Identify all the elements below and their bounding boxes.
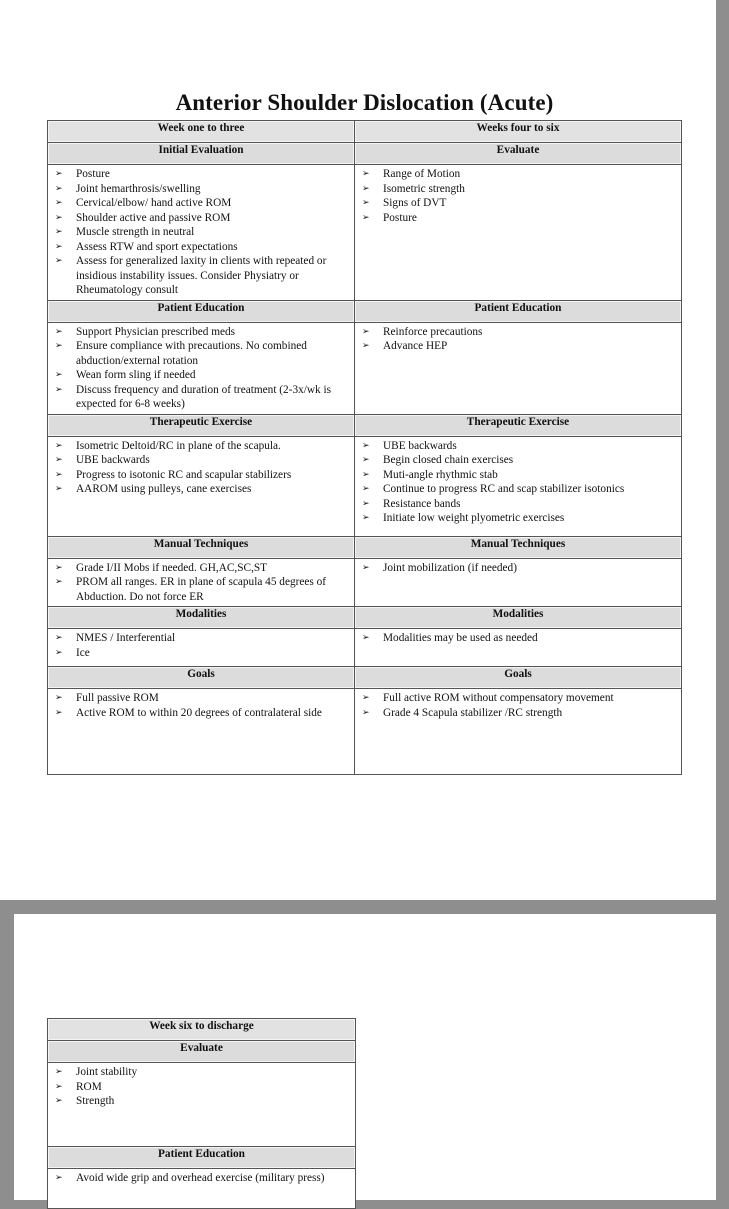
modalities-left-cell	[48, 629, 355, 667]
section-heading-initial-evaluation: Initial Evaluation	[48, 143, 355, 165]
section-header-row	[48, 414, 682, 436]
section-header-row	[48, 607, 682, 629]
evaluate-cell	[355, 165, 682, 301]
list-item: ➢ Signs of DVT	[383, 196, 677, 211]
list-item: ➢ Cervical/elbow/ hand active ROM	[76, 196, 350, 211]
list-item: ➢ Assess RTW and sport expectations	[76, 240, 350, 255]
week-header-row	[48, 1019, 356, 1041]
list-item: ➢ Continue to progress RC and scap stabilizer isotonics	[383, 482, 677, 497]
list-item: ➢ Muscle strength in neutral	[76, 225, 350, 240]
list-item: ➢ NMES / Interferential	[76, 631, 350, 646]
manual-techniques-right-cell	[355, 558, 682, 607]
section-header-row	[48, 143, 682, 165]
section-header-row	[48, 1147, 356, 1169]
list-item: ➢ Initiate low weight plyometric exercises	[383, 511, 677, 526]
patient-education-discharge-cell	[48, 1169, 356, 1209]
list-item: ➢ Muti-angle rhythmic stab	[383, 468, 677, 483]
modalities-right-list	[355, 629, 681, 648]
list-item: ➢ Posture	[76, 167, 350, 182]
list-item: ➢ Discuss frequency and duration of treatment (2-3x/wk is expected for 6-8 weeks)	[76, 383, 350, 412]
column-header-weeks-four-to-six: Weeks four to six	[355, 121, 682, 143]
section-heading-patient-education-right: Patient Education	[355, 300, 682, 322]
list-item: ➢ Modalities may be used as needed	[383, 631, 677, 646]
section-heading-modalities-right: Modalities	[355, 607, 682, 629]
section-heading-manual-techniques-left: Manual Techniques	[48, 536, 355, 558]
list-item: ➢ Joint hemarthrosis/swelling	[76, 182, 350, 197]
list-item: ➢ Full active ROM without compensatory movement	[383, 691, 677, 706]
modalities-left-list	[48, 629, 354, 662]
list-item: ➢ Posture	[383, 211, 677, 226]
list-item: ➢ Strength	[76, 1094, 351, 1109]
evaluate-discharge-list	[48, 1063, 355, 1111]
list-item: ➢ Ensure compliance with precautions. No combined abduction/external rotation	[76, 339, 350, 368]
section-heading-patient-education-left: Patient Education	[48, 300, 355, 322]
list-item: ➢ Active ROM to within 20 degrees of contralateral side	[76, 706, 350, 721]
patient-education-discharge-list	[48, 1169, 355, 1188]
column-header-week-six-to-discharge: Week six to discharge	[48, 1019, 356, 1041]
list-item: ➢ Avoid wide grip and overhead exercise (military press)	[76, 1171, 351, 1186]
initial-evaluation-list	[48, 165, 354, 300]
list-item: ➢ AAROM using pulleys, cane exercises	[76, 482, 350, 497]
list-item: ➢ Wean form sling if needed	[76, 368, 350, 383]
document-title: Anterior Shoulder Dislocation (Acute)	[175, 90, 554, 115]
therapeutic-exercise-right-list	[355, 437, 681, 528]
patient-education-left-cell	[48, 322, 355, 414]
section-header-row	[48, 667, 682, 689]
list-item: ➢ Isometric Deltoid/RC in plane of the scapula.	[76, 439, 350, 454]
patient-education-left-list	[48, 323, 354, 414]
list-item: ➢ Full passive ROM	[76, 691, 350, 706]
therapeutic-exercise-right-cell	[355, 436, 682, 536]
list-item: ➢ Advance HEP	[383, 339, 677, 354]
section-body-row	[48, 1169, 356, 1209]
section-body-row	[48, 689, 682, 775]
patient-education-right-cell	[355, 322, 682, 414]
list-item: ➢ UBE backwards	[383, 439, 677, 454]
week-header-row	[48, 121, 682, 143]
document-page-2	[14, 914, 716, 1200]
discharge-protocol-table	[47, 1018, 356, 1209]
list-item: ➢ Joint mobilization (if needed)	[383, 561, 677, 576]
list-item: ➢ Ice	[76, 646, 350, 661]
goals-right-list	[355, 689, 681, 722]
manual-techniques-left-cell	[48, 558, 355, 607]
section-header-row	[48, 536, 682, 558]
evaluate-discharge-cell	[48, 1063, 356, 1147]
list-item: ➢ Assess for generalized laxity in clients with repeated or insidious instability issues. Consider Physiatry or Rheumatology consult	[76, 254, 350, 298]
section-header-row	[48, 300, 682, 322]
list-item: ➢ Range of Motion	[383, 167, 677, 182]
section-heading-goals-right: Goals	[355, 667, 682, 689]
section-body-row	[48, 629, 682, 667]
column-header-week-one-to-three: Week one to three	[48, 121, 355, 143]
section-heading-therapeutic-exercise-left: Therapeutic Exercise	[48, 414, 355, 436]
section-body-row	[48, 322, 682, 414]
section-header-row	[48, 1041, 356, 1063]
list-item: ➢ Shoulder active and passive ROM	[76, 211, 350, 226]
initial-evaluation-cell	[48, 165, 355, 301]
list-item: ➢ Progress to isotonic RC and scapular stabilizers	[76, 468, 350, 483]
section-heading-therapeutic-exercise-right: Therapeutic Exercise	[355, 414, 682, 436]
section-body-row	[48, 436, 682, 536]
modalities-right-cell	[355, 629, 682, 667]
section-heading-manual-techniques-right: Manual Techniques	[355, 536, 682, 558]
section-heading-evaluate-discharge: Evaluate	[48, 1041, 356, 1063]
list-item: ➢ Isometric strength	[383, 182, 677, 197]
goals-left-cell	[48, 689, 355, 775]
section-body-row	[48, 165, 682, 301]
rehab-protocol-table	[47, 120, 682, 775]
list-item: ➢ Support Physician prescribed meds	[76, 325, 350, 340]
list-item: ➢ Begin closed chain exercises	[383, 453, 677, 468]
list-item: ➢ UBE backwards	[76, 453, 350, 468]
goals-left-list	[48, 689, 354, 722]
patient-education-right-list	[355, 323, 681, 356]
list-item: ➢ Grade 4 Scapula stabilizer /RC strength	[383, 706, 677, 721]
section-heading-evaluate: Evaluate	[355, 143, 682, 165]
section-heading-goals-left: Goals	[48, 667, 355, 689]
section-heading-modalities-left: Modalities	[48, 607, 355, 629]
section-heading-patient-education-discharge: Patient Education	[48, 1147, 356, 1169]
list-item: ➢ Resistance bands	[383, 497, 677, 512]
therapeutic-exercise-left-cell	[48, 436, 355, 536]
goals-right-cell	[355, 689, 682, 775]
section-body-row	[48, 558, 682, 607]
therapeutic-exercise-left-list	[48, 437, 354, 499]
list-item: ➢ Grade I/II Mobs if needed. GH,AC,SC,ST	[76, 561, 350, 576]
manual-techniques-right-list	[355, 559, 681, 578]
evaluate-list	[355, 165, 681, 227]
manual-techniques-left-list	[48, 559, 354, 607]
list-item: ➢ Joint stability	[76, 1065, 351, 1080]
list-item: ➢ Reinforce precautions	[383, 325, 677, 340]
list-item: ➢ PROM all ranges. ER in plane of scapula 45 degrees of Abduction. Do not force ER	[76, 575, 350, 604]
list-item: ➢ ROM	[76, 1080, 351, 1095]
section-body-row	[48, 1063, 356, 1147]
